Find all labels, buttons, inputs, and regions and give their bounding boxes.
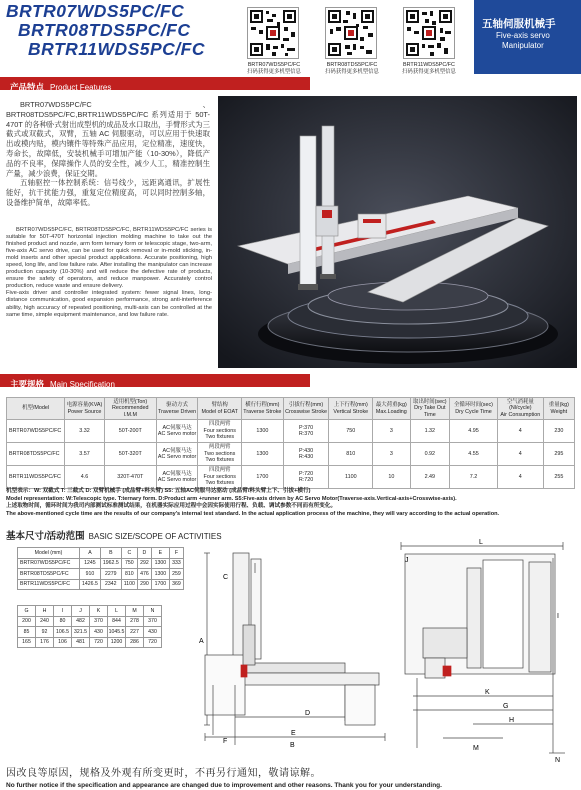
spec-cross-r: R:370 (298, 431, 314, 438)
dimension-cell: 481 (72, 637, 90, 648)
spec-cell-power: 3.57 (65, 443, 105, 466)
spec-cell-imm: 50T-200T (104, 420, 156, 443)
spec-header-vertical (329, 398, 373, 420)
dimension-cell: 430 (90, 627, 108, 638)
spec-eoat-en: Two sections (204, 450, 236, 457)
spec-eoat-en: Two fixtures (205, 480, 235, 487)
dimension-cell: 1962.5 (100, 558, 121, 569)
spec-eoat-cn: 两段两臂 (208, 444, 231, 451)
footer-notice-en: No further notice if the specification and appearance are changed due to improvement and other reasons. Thank you for your understanding. (6, 782, 442, 789)
qr-caption-label: 扫码获得更多机型信息 (325, 68, 379, 75)
spec-cell-crosswise (283, 420, 329, 443)
spec-header-cycle (450, 398, 498, 420)
dim-label-I: I (557, 613, 559, 620)
spec-header-traverse (242, 398, 284, 420)
features-paragraph-cn-1: BRTR07WDS5PC/FC、BRTR08TDS5PC/FC,BRTR11WDS5PC/FC 系列适用于 50T-470T 的各种卧式射出成型机的成品及水口取出，手臂形式为三截式或双截式，双臂，五轴 AC 伺服驱动，可以应用于快速取出或模内贴，模内镶件等特殊产品应用，定位精准，速度快，寿命长，故障低，安装机械手可增加产能（10-30%），降低产品的不良率，保障操作人员的安全性，减少人工，精准控制生产量，减少浪费，保证交期。 (6, 100, 210, 178)
spec-cell-imm: 50T-320T (104, 443, 156, 466)
dimension-header: A (80, 548, 101, 559)
dimension-header: B (100, 548, 121, 559)
dimension-cell: 720 (144, 637, 162, 648)
spec-header-cn: 驱动方式 (166, 402, 188, 409)
dimension-header: J (72, 606, 90, 617)
dimension-cell: 1426.5 (80, 579, 101, 590)
dim-label-C: C (223, 574, 229, 581)
dimension-cell: 1045.5 (108, 627, 126, 638)
spec-header-drive (156, 398, 198, 420)
spec-cell-load: 10 (373, 466, 410, 489)
model-titles (6, 2, 205, 59)
spec-cell-power: 4.6 (65, 466, 105, 489)
features-paragraph-en-2: Five-axis driver and controller integrated system: fewer signal lines, long-distance communication, good expansion performance, strong anti-interference ability, high accuracy of repeated positioning, multi-axis can be controlled at the same time, simple equipment maintenance, and low failure rate. (6, 290, 212, 318)
spec-cell-vertical: 810 (329, 443, 373, 466)
spec-header-cn: 横行行程(mm) (245, 402, 280, 409)
dimension-cell: BRTR08TDS5PC/FC (18, 569, 80, 580)
spec-row (7, 443, 575, 466)
dimension-cell: 1300 (151, 558, 169, 569)
spec-cell-vertical: 750 (329, 420, 373, 443)
features-paragraph-en-1: BRTR07WDS5PC/FC, BRTR08TDS5PC/FC, BRTR11WDS5PC/FC series is suitable for 50T-470T horizontal injection molding machine to take out the finished product and nozzle, arm form ternary form or telescopic stage, two-arm, five-axis AC servo drive, can be used for quick removal or in-mold sticking, in-mold inserts and other special product applications. Accurate positioning, high speed, long life, and low failure rate. After installing the manipulator can increase production capacity (10-30%) and will reduce the defective rate of products, ensure the safety of operators, and reduce manpower. Accurately control production, reduce waste and ensure delivery. (6, 227, 212, 290)
spec-header-en: Vertical Stroke (333, 408, 369, 415)
dim-label-D: D (305, 710, 311, 717)
basic-size-title (6, 528, 222, 542)
spec-cross-r: R:720 (298, 477, 314, 484)
features-title-en: Product Features (50, 83, 112, 92)
manipulator-image-icon (218, 96, 577, 368)
spec-cell-power: 3.32 (65, 420, 105, 443)
footer-notice-cn: 因改良等原因，规格及外观有所变更时，不再另行通知，敬请谅解。 (6, 768, 321, 779)
product-name-en (496, 31, 550, 50)
dimension-row (18, 627, 162, 638)
spec-cell-drive (156, 466, 198, 489)
spec-cell-weight: 255 (543, 466, 574, 489)
spec-cell-takeout: 0.92 (410, 443, 450, 466)
spec-header-cn: 上下行程(mm) (333, 402, 368, 409)
spec-header-eoat (198, 398, 242, 420)
dimension-cell: 240 (36, 616, 54, 627)
features-title-cn: 产品特点 (10, 82, 45, 92)
spec-header-load (373, 398, 410, 420)
spec-title-en: Main Specification (50, 380, 115, 389)
dimension-cell: 200 (18, 616, 36, 627)
dimension-cell: 290 (137, 579, 151, 590)
qr-caption-code: BRTR08TDS5PC/FC (326, 62, 378, 68)
dimension-row (18, 579, 184, 590)
dimension-cell: 227 (126, 627, 144, 638)
spec-header-en: Traverse Stroke (243, 408, 282, 415)
spec-cell-drive (156, 443, 198, 466)
spec-cell-cycle: 4.95 (450, 420, 498, 443)
model-title-1: BRTR07WDS5PC/FC (6, 1, 185, 21)
dimension-row (18, 558, 184, 569)
features-paragraph-cn-2: 五轴驱控一体控制系统：信号线少，远距离通讯，扩展性能好，抗干扰能力强，重复定位精度高，可以同时控制多轴，设备维护简单，故障率低。 (6, 178, 210, 207)
spec-cell-model: BRTR08TDS5PC/FC (7, 443, 65, 466)
side-view-schematic-icon (195, 545, 390, 750)
dimension-header: F (169, 548, 183, 559)
dimension-cell: 750 (121, 558, 137, 569)
spec-header-en: Air Consumption (500, 411, 541, 418)
dimension-cell: 476 (137, 569, 151, 580)
dim-label-F: F (223, 738, 228, 745)
dim-label-N: N (555, 757, 561, 763)
dim-label-B: B (290, 742, 295, 749)
model-title-2: BRTR08TDS5PC/FC (18, 20, 191, 40)
spec-header-en: Dry Take Out Time (414, 405, 446, 418)
dimension-header: H (36, 606, 54, 617)
side-view-drawing (195, 545, 390, 750)
spec-header-en: Weight (550, 408, 568, 415)
spec-eoat-en: Two fixtures (205, 434, 235, 441)
note-model-en: Model representation: W:Telescopic type. T:ternary form. D:Product arm +runner arm. S5:Five-axis driven by AC Servo Motor(Traverse-axis.Vertical-axis+Crosswise-axis). (6, 495, 457, 502)
dimension-cell: 1300 (151, 569, 169, 580)
spec-drive-cn: AC伺服马达 (162, 447, 192, 454)
dimension-header-row (18, 548, 184, 559)
qr-pattern-icon (248, 8, 298, 58)
spec-cell-weight: 295 (543, 443, 574, 466)
qr-code-1[interactable] (247, 7, 299, 59)
spec-drive-en: AC Servo motor (157, 454, 197, 461)
spec-cell-model: BRTR07WDS5PC/FC (7, 420, 65, 443)
spec-cell-air: 4 (497, 466, 543, 489)
spec-header-cn: 机型/Model (22, 405, 50, 412)
dimension-row (18, 569, 184, 580)
dimension-cell: 165 (18, 637, 36, 648)
dimension-header: M (126, 606, 144, 617)
spec-header-en: Dry Cycle Time (455, 408, 492, 415)
spec-eoat-cn: 四段两臂 (208, 467, 231, 474)
spec-cell-crosswise (283, 443, 329, 466)
dimension-row (18, 616, 162, 627)
dimension-cell: 430 (144, 627, 162, 638)
qr-caption-code: BRTR07WDS5PC/FC (247, 62, 301, 68)
spec-cross-r: R:430 (298, 454, 314, 461)
dim-label-K: K (485, 689, 490, 696)
spec-header-air (497, 398, 543, 420)
dimension-cell: 1700 (151, 579, 169, 590)
dimension-cell: 810 (121, 569, 137, 580)
spec-header-model (7, 398, 65, 420)
spec-header-row (7, 398, 575, 420)
spec-cell-air: 4 (497, 443, 543, 466)
qr-code-2[interactable] (325, 7, 377, 59)
dimension-table-a (17, 547, 184, 590)
note-cycle-en: The above-mentioned cycle time are the results of our company's internal test standard. In the actual application process of the machine, they will vary according to the actual operation. (6, 510, 500, 517)
spec-header-power (65, 398, 105, 420)
spec-header-weight (543, 398, 574, 420)
spec-drive-cn: AC伺服马达 (162, 424, 192, 431)
dimension-cell: 1100 (121, 579, 137, 590)
dimension-cell: 92 (36, 627, 54, 638)
dimension-table-b (17, 605, 162, 648)
spec-header-cn: 重量(kg) (548, 402, 569, 409)
dimension-cell: 333 (169, 558, 183, 569)
spec-drive-en: AC Servo motor (157, 477, 197, 484)
dimension-header-row (18, 606, 162, 617)
dim-label-G: G (503, 703, 509, 710)
dimension-cell: 286 (126, 637, 144, 648)
dimension-header: K (90, 606, 108, 617)
dimension-cell: 2279 (100, 569, 121, 580)
qr-pattern-icon (326, 8, 376, 58)
spec-header-en: Max.Loading (375, 408, 407, 415)
dimension-cell: 85 (18, 627, 36, 638)
dimension-cell: 106.5 (54, 627, 72, 638)
dimension-row (18, 637, 162, 648)
front-view-schematic-icon (393, 538, 575, 763)
spec-header-crosswise (283, 398, 329, 420)
dimension-header: L (108, 606, 126, 617)
dimension-cell: BRTR11WDS5PC/FC (18, 579, 80, 590)
dimension-header: Model (mm) (18, 548, 80, 559)
spec-cell-traverse: 1700 (242, 466, 284, 489)
product-photo (218, 96, 577, 368)
spec-cell-eoat (198, 420, 242, 443)
spec-drive-cn: AC伺服马达 (162, 470, 192, 477)
spec-eoat-en: Four sections (203, 427, 236, 434)
product-name-en-line2: Manipulator (501, 40, 544, 50)
qr-caption-label: 扫码获得更多机型信息 (247, 68, 301, 75)
product-name-cn: 五轴伺服机械手 (482, 18, 556, 30)
dimension-header: G (18, 606, 36, 617)
page-footer (6, 764, 576, 789)
spec-cross-p: P:370 (299, 424, 314, 431)
spec-header-cn: 空气消耗量(Nl/cycle) (506, 399, 534, 412)
spec-header-cn: 取出时间(sec) (413, 399, 447, 405)
spec-cross-p: P:720 (299, 470, 314, 477)
dimension-cell: 292 (137, 558, 151, 569)
spec-header-takeout (410, 398, 450, 420)
note-cycle-cn: 上述取物时间，循环时间为我司内部测试标准测试结果，在机器实际应用过程中会因实际使用行程、负载、调试参数不同而有所变化。 (6, 503, 337, 510)
qr-caption-3 (393, 62, 465, 75)
dimension-header: C (121, 548, 137, 559)
features-body-en (6, 227, 212, 319)
dimension-cell: 278 (126, 616, 144, 627)
spec-eoat-en: Two fixtures (205, 457, 235, 464)
dimension-cell: 370 (90, 616, 108, 627)
spec-cell-load: 3 (373, 443, 410, 466)
qr-caption-label: 扫码获得更多机型信息 (402, 68, 456, 75)
spec-cell-cycle: 4.55 (450, 443, 498, 466)
spec-header-cn: 臂结构 (211, 402, 228, 409)
spec-header-imm (104, 398, 156, 420)
dim-label-M: M (473, 745, 479, 752)
spec-header-en: Recommended I.M.M (111, 405, 149, 418)
dimension-cell: 80 (54, 616, 72, 627)
dimension-cell: 370 (144, 616, 162, 627)
dimension-cell: 844 (108, 616, 126, 627)
dimension-cell: 720 (90, 637, 108, 648)
spec-row (7, 420, 575, 443)
page-header (0, 0, 581, 74)
qr-caption-1 (238, 62, 310, 75)
dim-label-J: J (405, 557, 409, 564)
basic-size-title-cn: 基本尺寸/活动范围 (6, 531, 85, 542)
spec-title-cn: 主要规格 (10, 379, 45, 389)
spec-header-en: Traverse Driven (157, 408, 197, 415)
features-body-cn (6, 100, 210, 208)
spec-header-cn: 适用机型(Ton) (113, 399, 148, 405)
spec-cell-weight: 230 (543, 420, 574, 443)
spec-cell-load: 3 (373, 420, 410, 443)
spec-header-cn: 引拔行程(mm) (288, 402, 324, 409)
dimension-cell: 482 (72, 616, 90, 627)
dimension-cell: BRTR07WDS5PC/FC (18, 558, 80, 569)
dimension-cell: 369 (169, 579, 183, 590)
spec-section-header (0, 374, 310, 387)
spec-notes (6, 488, 578, 518)
dim-label-A: A (199, 638, 204, 645)
spec-cell-takeout: 1.32 (410, 420, 450, 443)
spec-header-cn: 最大荷重(kg) (375, 402, 407, 409)
spec-cell-takeout: 2.49 (410, 466, 450, 489)
spec-cell-crosswise (283, 466, 329, 489)
spec-cell-air: 4 (497, 420, 543, 443)
spec-eoat-cn: 四段两臂 (208, 421, 231, 428)
qr-caption-code: BRTR11WDS5PC/FC (403, 62, 455, 68)
dimension-header: I (54, 606, 72, 617)
spec-cell-traverse: 1300 (242, 443, 284, 466)
dimension-cell: 259 (169, 569, 183, 580)
spec-cell-model: BRTR11WDS5PC/FC (7, 466, 65, 489)
front-view-drawing (393, 538, 575, 763)
spec-header-en: Power Source (67, 408, 102, 415)
spec-header-cn: 电源容量(KVA) (66, 402, 103, 409)
dim-label-E: E (291, 730, 296, 737)
spec-table (6, 397, 575, 489)
spec-cell-eoat (198, 466, 242, 489)
dimension-header: N (144, 606, 162, 617)
dimension-cell: 2342 (100, 579, 121, 590)
qr-caption-2 (316, 62, 388, 75)
note-model-cn: 机型表示：W: 双截式 T: 三截式 D: 双臂机械手 (成品臂+料头臂) S5: 五轴AC伺服马达驱动 (成品臂/料头臂上下、引拔+横行) (6, 488, 311, 494)
spec-cell-drive (156, 420, 198, 443)
spec-cell-imm: 320T-470T (104, 466, 156, 489)
spec-drive-en: AC Servo motor (157, 431, 197, 438)
spec-header-en: Crosswise Stroke (285, 408, 328, 415)
dimension-cell: 910 (80, 569, 101, 580)
dim-label-H: H (509, 717, 515, 724)
qr-code-3[interactable] (403, 7, 455, 59)
spec-header-cn: 全循环时间(sec) (454, 402, 493, 409)
spec-cell-eoat (198, 443, 242, 466)
dimension-cell: 1245 (80, 558, 101, 569)
dimension-cell: 321.5 (72, 627, 90, 638)
dim-label-L: L (479, 539, 483, 546)
dimension-cell: 1200 (108, 637, 126, 648)
features-section-header (0, 77, 310, 90)
basic-size-title-en: BASIC SIZE/SCOPE OF ACTIVITIES (88, 532, 222, 541)
dimension-cell: 176 (36, 637, 54, 648)
product-name-en-line1: Five-axis servo (496, 31, 550, 40)
spec-cell-traverse: 1300 (242, 420, 284, 443)
dimension-header: E (151, 548, 169, 559)
spec-eoat-en: Four sections (203, 473, 236, 480)
dimension-cell: 106 (54, 637, 72, 648)
model-title-3: BRTR11WDS5PC/FC (28, 39, 206, 59)
dimension-header: D (137, 548, 151, 559)
qr-pattern-icon (404, 8, 454, 58)
spec-cell-cycle: 7.2 (450, 466, 498, 489)
spec-header-en: Model of EOAT (201, 408, 238, 415)
spec-cell-vertical: 1100 (329, 466, 373, 489)
spec-cross-p: P:430 (299, 447, 314, 454)
spec-row (7, 466, 575, 489)
